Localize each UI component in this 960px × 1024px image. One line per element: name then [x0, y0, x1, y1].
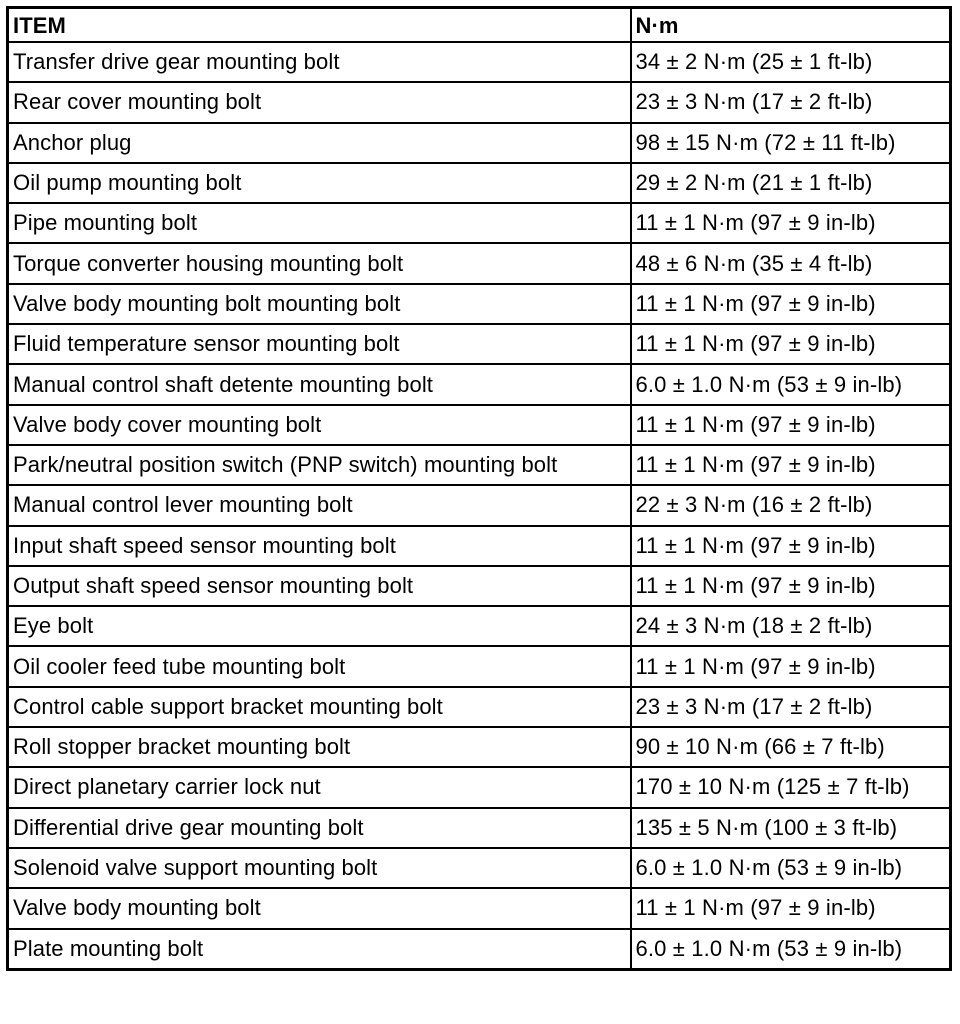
table-row [8, 243, 951, 283]
item-cell: Anchor plug [8, 123, 631, 163]
table-row [8, 526, 951, 566]
item-cell: Direct planetary carrier lock nut [8, 767, 631, 807]
torque-cell: 11 ± 1 N·m (97 ± 9 in-lb) [631, 888, 951, 928]
table-row [8, 203, 951, 243]
column-header-torque: N·m [631, 8, 951, 43]
item-cell: Plate mounting bolt [8, 929, 631, 970]
torque-cell: 11 ± 1 N·m (97 ± 9 in-lb) [631, 566, 951, 606]
torque-cell: 11 ± 1 N·m (97 ± 9 in-lb) [631, 324, 951, 364]
table-row [8, 284, 951, 324]
table-row [8, 929, 951, 970]
table-row [8, 123, 951, 163]
table-row [8, 646, 951, 686]
table-row [8, 888, 951, 928]
item-cell: Rear cover mounting bolt [8, 82, 631, 122]
table-row [8, 848, 951, 888]
item-cell: Torque converter housing mounting bolt [8, 243, 631, 283]
table-row [8, 82, 951, 122]
torque-cell: 22 ± 3 N·m (16 ± 2 ft-lb) [631, 485, 951, 525]
torque-cell: 34 ± 2 N·m (25 ± 1 ft-lb) [631, 42, 951, 82]
table-row [8, 687, 951, 727]
torque-cell: 11 ± 1 N·m (97 ± 9 in-lb) [631, 405, 951, 445]
header-row [8, 8, 951, 43]
item-cell: Valve body mounting bolt mounting bolt [8, 284, 631, 324]
table-row [8, 324, 951, 364]
item-cell: Oil pump mounting bolt [8, 163, 631, 203]
table-row [8, 163, 951, 203]
item-cell: Control cable support bracket mounting bolt [8, 687, 631, 727]
torque-cell: 29 ± 2 N·m (21 ± 1 ft-lb) [631, 163, 951, 203]
torque-cell: 6.0 ± 1.0 N·m (53 ± 9 in-lb) [631, 929, 951, 970]
torque-spec-table [6, 6, 952, 971]
item-cell: Eye bolt [8, 606, 631, 646]
torque-cell: 24 ± 3 N·m (18 ± 2 ft-lb) [631, 606, 951, 646]
torque-cell: 11 ± 1 N·m (97 ± 9 in-lb) [631, 526, 951, 566]
torque-cell: 11 ± 1 N·m (97 ± 9 in-lb) [631, 284, 951, 324]
item-cell: Fluid temperature sensor mounting bolt [8, 324, 631, 364]
table-header [8, 8, 951, 43]
torque-cell: 170 ± 10 N·m (125 ± 7 ft-lb) [631, 767, 951, 807]
torque-cell: 23 ± 3 N·m (17 ± 2 ft-lb) [631, 687, 951, 727]
item-cell: Valve body mounting bolt [8, 888, 631, 928]
table-row [8, 42, 951, 82]
item-cell: Oil cooler feed tube mounting bolt [8, 646, 631, 686]
torque-cell: 98 ± 15 N·m (72 ± 11 ft-lb) [631, 123, 951, 163]
column-header-item: ITEM [8, 8, 631, 43]
torque-cell: 48 ± 6 N·m (35 ± 4 ft-lb) [631, 243, 951, 283]
table-row [8, 566, 951, 606]
item-cell: Solenoid valve support mounting bolt [8, 848, 631, 888]
torque-cell: 135 ± 5 N·m (100 ± 3 ft-lb) [631, 808, 951, 848]
torque-cell: 6.0 ± 1.0 N·m (53 ± 9 in-lb) [631, 848, 951, 888]
item-cell: Park/neutral position switch (PNP switch) mounting bolt [8, 445, 631, 485]
item-cell: Roll stopper bracket mounting bolt [8, 727, 631, 767]
item-cell: Manual control lever mounting bolt [8, 485, 631, 525]
table-body [8, 42, 951, 969]
item-cell: Transfer drive gear mounting bolt [8, 42, 631, 82]
table-row [8, 767, 951, 807]
item-cell: Pipe mounting bolt [8, 203, 631, 243]
torque-cell: 11 ± 1 N·m (97 ± 9 in-lb) [631, 646, 951, 686]
torque-cell: 90 ± 10 N·m (66 ± 7 ft-lb) [631, 727, 951, 767]
table-row [8, 445, 951, 485]
torque-cell: 11 ± 1 N·m (97 ± 9 in-lb) [631, 445, 951, 485]
table-row [8, 808, 951, 848]
item-cell: Valve body cover mounting bolt [8, 405, 631, 445]
item-cell: Manual control shaft detente mounting bolt [8, 364, 631, 404]
table-row [8, 727, 951, 767]
item-cell: Input shaft speed sensor mounting bolt [8, 526, 631, 566]
torque-cell: 23 ± 3 N·m (17 ± 2 ft-lb) [631, 82, 951, 122]
torque-cell: 11 ± 1 N·m (97 ± 9 in-lb) [631, 203, 951, 243]
table-row [8, 485, 951, 525]
item-cell: Differential drive gear mounting bolt [8, 808, 631, 848]
table-row [8, 364, 951, 404]
table-row [8, 606, 951, 646]
item-cell: Output shaft speed sensor mounting bolt [8, 566, 631, 606]
torque-cell: 6.0 ± 1.0 N·m (53 ± 9 in-lb) [631, 364, 951, 404]
table-row [8, 405, 951, 445]
